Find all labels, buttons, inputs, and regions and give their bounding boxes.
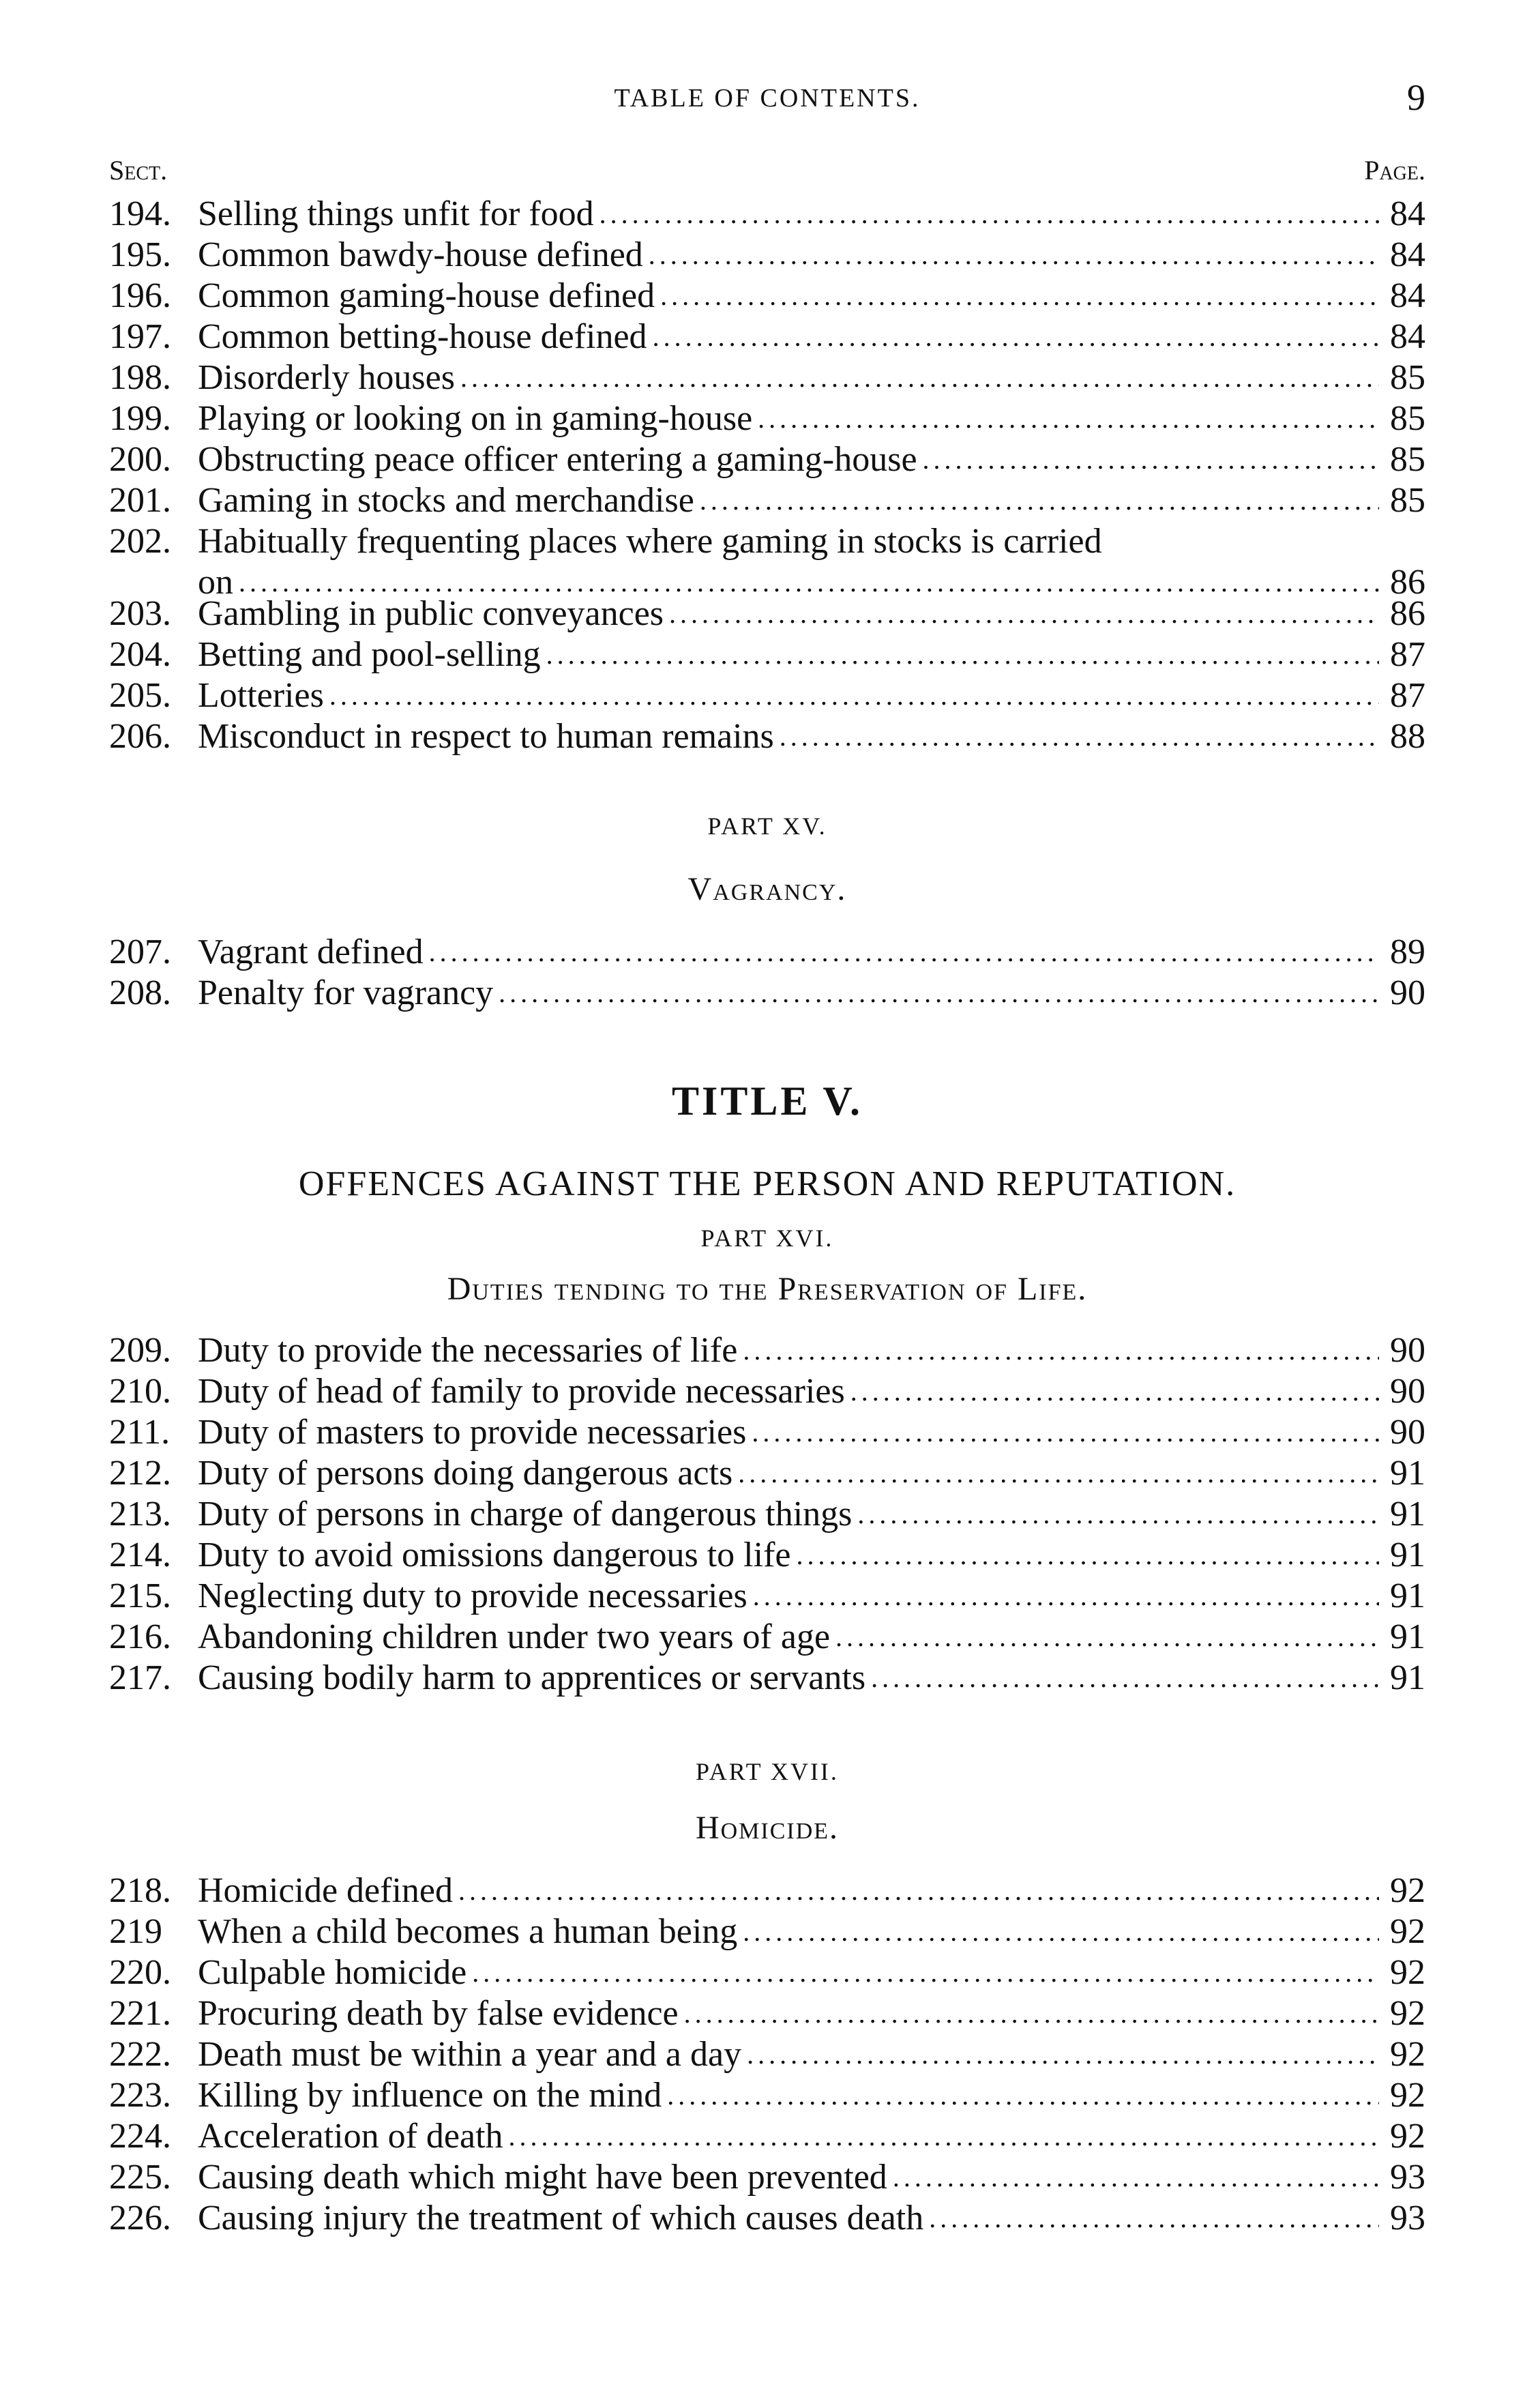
- dot-leader: [923, 439, 1379, 480]
- dot-leader: [871, 1658, 1379, 1699]
- section-column-header: Sect.: [109, 155, 168, 186]
- entry-title: Gaming in stocks and merchandise: [198, 481, 694, 520]
- dot-leader: [499, 973, 1379, 1014]
- dot-leader: [458, 1871, 1379, 1911]
- entry-title: Acceleration of death: [198, 2117, 503, 2156]
- page-ref: 85: [1390, 399, 1425, 438]
- part-xvi-label: PART XVI.: [700, 1224, 834, 1252]
- toc-entry[interactable]: [109, 317, 1425, 357]
- entry-title: Duty of masters to provide necessaries: [198, 1413, 747, 1452]
- page-ref: 93: [1390, 2158, 1425, 2197]
- entry-title: Betting and pool-selling: [198, 635, 541, 674]
- section-number: 209.: [109, 1331, 171, 1370]
- toc-entry[interactable]: [109, 634, 1425, 675]
- section-number: 202.: [109, 522, 171, 561]
- toc-entry[interactable]: [109, 1911, 1425, 1952]
- page-ref: 92: [1390, 2035, 1425, 2074]
- dot-leader: [429, 932, 1379, 973]
- dot-leader: [893, 2157, 1379, 2198]
- entry-title: Duty of head of family to provide necessaries: [198, 1372, 845, 1411]
- dot-leader: [738, 1453, 1379, 1494]
- section-number: 211.: [109, 1413, 171, 1452]
- section-number: 203.: [109, 594, 171, 633]
- page-ref: 92: [1390, 1871, 1425, 1910]
- toc-entry[interactable]: [109, 1658, 1425, 1699]
- page-ref: 84: [1390, 276, 1425, 315]
- toc-entry[interactable]: [109, 1330, 1425, 1371]
- page-ref: 84: [1390, 194, 1425, 233]
- section-number: 222.: [109, 2035, 171, 2074]
- entry-title: Vagrant defined: [198, 933, 424, 971]
- toc-entry[interactable]: [109, 675, 1425, 716]
- page-number: 9: [1407, 77, 1425, 118]
- entry-title-line2: on: [198, 563, 233, 602]
- entry-title: Killing by influence on the mind: [198, 2076, 662, 2115]
- entry-title: Culpable homicide: [198, 1953, 467, 1992]
- page-ref: 92: [1390, 1994, 1425, 2033]
- section-number: 210.: [109, 1372, 171, 1411]
- entry-title: Causing death which might have been prevented: [198, 2158, 887, 2197]
- section-number: 213.: [109, 1495, 171, 1534]
- dot-leader: [743, 1330, 1379, 1371]
- dot-leader: [329, 675, 1379, 716]
- toc-list-part-15: [109, 932, 1425, 1014]
- dot-leader: [546, 634, 1379, 675]
- toc-entry[interactable]: [109, 1576, 1425, 1617]
- entry-title: Misconduct in respect to human remains: [198, 717, 774, 756]
- toc-entry[interactable]: [109, 2034, 1425, 2075]
- page-ref: 90: [1390, 1372, 1425, 1411]
- toc-entry[interactable]: [109, 1617, 1425, 1658]
- page-ref: 92: [1390, 2076, 1425, 2115]
- dot-leader: [929, 2198, 1379, 2239]
- part-xvii-label: PART XVII.: [696, 1758, 839, 1785]
- page-ref: 92: [1390, 1953, 1425, 1992]
- toc-entry[interactable]: [109, 1535, 1425, 1576]
- toc-list-part-14: [109, 194, 1425, 521]
- dot-leader: [660, 276, 1379, 317]
- section-number: 212.: [109, 1454, 171, 1493]
- dot-leader: [649, 235, 1379, 276]
- toc-entry[interactable]: [109, 1871, 1425, 1911]
- section-number: 215.: [109, 1576, 171, 1615]
- toc-entry[interactable]: [109, 357, 1425, 398]
- page-ref: 85: [1390, 481, 1425, 520]
- section-number: 198.: [109, 358, 171, 397]
- toc-entry[interactable]: [109, 1412, 1425, 1453]
- dot-leader: [753, 1576, 1379, 1617]
- toc-list-part-17: [109, 1871, 1425, 2239]
- dot-leader: [460, 357, 1379, 398]
- entry-title: Common betting-house defined: [198, 317, 647, 356]
- entry-title: Homicide defined: [198, 1871, 453, 1910]
- section-number: 220.: [109, 1953, 171, 1992]
- entry-title: Gambling in public conveyances: [198, 594, 664, 633]
- section-number: 218.: [109, 1871, 171, 1910]
- column-headers: [109, 154, 1425, 188]
- toc-entry[interactable]: [109, 276, 1425, 317]
- toc-entry[interactable]: [109, 480, 1425, 521]
- dot-leader: [835, 1617, 1379, 1658]
- page-ref: 86: [1390, 563, 1425, 602]
- toc-entry[interactable]: [109, 1494, 1425, 1535]
- page-ref: 91: [1390, 1536, 1425, 1574]
- dot-leader: [758, 398, 1379, 439]
- section-number: 196.: [109, 276, 171, 315]
- dot-leader: [667, 2075, 1379, 2116]
- toc-entry[interactable]: [109, 521, 1425, 603]
- section-number: 214.: [109, 1536, 171, 1574]
- page-ref: 92: [1390, 2117, 1425, 2156]
- toc-entry[interactable]: [109, 398, 1425, 439]
- page-ref: 86: [1390, 594, 1425, 633]
- page-ref: 87: [1390, 635, 1425, 674]
- part-xvi-title: Duties tending to the Preservation of Life.: [447, 1271, 1088, 1307]
- entry-title: Abandoning children under two years of age: [198, 1617, 831, 1656]
- section-number: 197.: [109, 317, 171, 356]
- entry-title: Selling things unfit for food: [198, 194, 594, 233]
- entry-title: When a child becomes a human being: [198, 1912, 738, 1951]
- toc-entry[interactable]: [109, 1952, 1425, 1993]
- page-ref: 87: [1390, 676, 1425, 715]
- toc-entry[interactable]: [109, 1993, 1425, 2034]
- dot-leader: [684, 1993, 1379, 2034]
- toc-entry[interactable]: [109, 439, 1425, 480]
- entry-title-line1: Habitually frequenting places where gaming in stocks is carried: [198, 522, 1102, 561]
- page-ref: 90: [1390, 973, 1425, 1012]
- entry-title: Neglecting duty to provide necessaries: [198, 1576, 747, 1615]
- dot-leader: [857, 1494, 1379, 1535]
- toc-list-part-14-cont: [109, 593, 1425, 757]
- section-number: 207.: [109, 933, 171, 971]
- section-number: 199.: [109, 399, 171, 438]
- page-ref: 91: [1390, 1658, 1425, 1697]
- toc-entry[interactable]: [109, 716, 1425, 757]
- part-xvii-title: Homicide.: [695, 1810, 840, 1846]
- toc-entry[interactable]: [109, 235, 1425, 276]
- page-ref: 91: [1390, 1617, 1425, 1656]
- section-number: 204.: [109, 635, 171, 674]
- title-v-heading: TITLE V.: [672, 1079, 863, 1124]
- page-ref: 92: [1390, 1912, 1425, 1951]
- dot-leader: [653, 317, 1379, 357]
- page-column-header: Page.: [1364, 155, 1425, 186]
- section-number: 219: [109, 1912, 162, 1951]
- entry-title: Death must be within a year and a day: [198, 2035, 742, 2074]
- section-number: 217.: [109, 1658, 171, 1697]
- entry-title: Common gaming-house defined: [198, 276, 655, 315]
- toc-entry[interactable]: [109, 2157, 1425, 2198]
- dot-leader: [472, 1952, 1379, 1993]
- dot-leader: [850, 1371, 1379, 1412]
- section-number: 225.: [109, 2158, 171, 2197]
- entry-title: Duty of persons doing dangerous acts: [198, 1454, 733, 1493]
- toc-entry[interactable]: [109, 2198, 1425, 2239]
- entry-title: Duty of persons in charge of dangerous things: [198, 1495, 853, 1534]
- toc-entry-202-wrapper: [109, 521, 1425, 603]
- entry-title: Playing or looking on in gaming-house: [198, 399, 753, 438]
- page-ref: 84: [1390, 317, 1425, 356]
- part-xv-label: PART XV.: [707, 812, 827, 840]
- entry-title: Duty to provide the necessaries of life: [198, 1331, 738, 1370]
- section-number: 226.: [109, 2199, 171, 2238]
- page-ref: 85: [1390, 440, 1425, 479]
- section-number: 216.: [109, 1617, 171, 1656]
- dot-leader: [599, 194, 1379, 235]
- page-ref: 88: [1390, 717, 1425, 756]
- toc-entry[interactable]: [109, 1371, 1425, 1412]
- section-number: 194.: [109, 194, 171, 233]
- page-ref: 91: [1390, 1495, 1425, 1534]
- dot-leader: [743, 1911, 1379, 1952]
- entry-title: Lotteries: [198, 676, 324, 715]
- toc-entry[interactable]: [109, 194, 1425, 235]
- entry-title: Disorderly houses: [198, 358, 455, 397]
- entry-title: Obstructing peace officer entering a gaming-house: [198, 440, 917, 479]
- toc-entry[interactable]: [109, 593, 1425, 634]
- entry-title: Duty to avoid omissions dangerous to life: [198, 1536, 791, 1574]
- section-number: 224.: [109, 2117, 171, 2156]
- dot-leader: [700, 480, 1379, 521]
- toc-entry[interactable]: [109, 973, 1425, 1014]
- toc-entry[interactable]: [109, 2075, 1425, 2116]
- page-ref: 90: [1390, 1413, 1425, 1452]
- entry-title: Common bawdy-house defined: [198, 235, 643, 274]
- toc-entry[interactable]: [109, 932, 1425, 973]
- dot-leader: [780, 716, 1379, 757]
- toc-entry[interactable]: [109, 1453, 1425, 1494]
- page-ref: 84: [1390, 235, 1425, 274]
- dot-leader: [796, 1535, 1379, 1576]
- toc-list-part-16: [109, 1330, 1425, 1699]
- section-number: 221.: [109, 1994, 171, 2033]
- entry-title: Penalty for vagrancy: [198, 973, 494, 1012]
- page-ref: 90: [1390, 1331, 1425, 1370]
- section-number: 195.: [109, 235, 171, 274]
- page-ref: 89: [1390, 933, 1425, 971]
- section-number: 223.: [109, 2076, 171, 2115]
- page-ref: 91: [1390, 1454, 1425, 1493]
- title-v-subtitle: OFFENCES AGAINST THE PERSON AND REPUTATION.: [298, 1164, 1237, 1203]
- dot-leader: [752, 1412, 1379, 1453]
- dot-leader: [509, 2116, 1379, 2157]
- dot-leader: [747, 2034, 1379, 2075]
- section-number: 205.: [109, 676, 171, 715]
- section-number: 206.: [109, 717, 171, 756]
- section-number: 200.: [109, 440, 171, 479]
- section-number: 201.: [109, 481, 171, 520]
- entry-title: Causing bodily harm to apprentices or servants: [198, 1658, 866, 1697]
- entry-title: Causing injury the treatment of which causes death: [198, 2199, 924, 2238]
- running-title: TABLE OF CONTENTS.: [614, 84, 921, 113]
- dot-leader: [669, 593, 1379, 634]
- page-header: [109, 76, 1425, 124]
- part-xv-title: Vagrancy.: [687, 871, 847, 907]
- section-number: 208.: [109, 973, 171, 1012]
- page-ref: 85: [1390, 358, 1425, 397]
- toc-entry[interactable]: [109, 2116, 1425, 2157]
- page-ref: 93: [1390, 2199, 1425, 2238]
- entry-title: Procuring death by false evidence: [198, 1994, 679, 2033]
- page-ref: 91: [1390, 1576, 1425, 1615]
